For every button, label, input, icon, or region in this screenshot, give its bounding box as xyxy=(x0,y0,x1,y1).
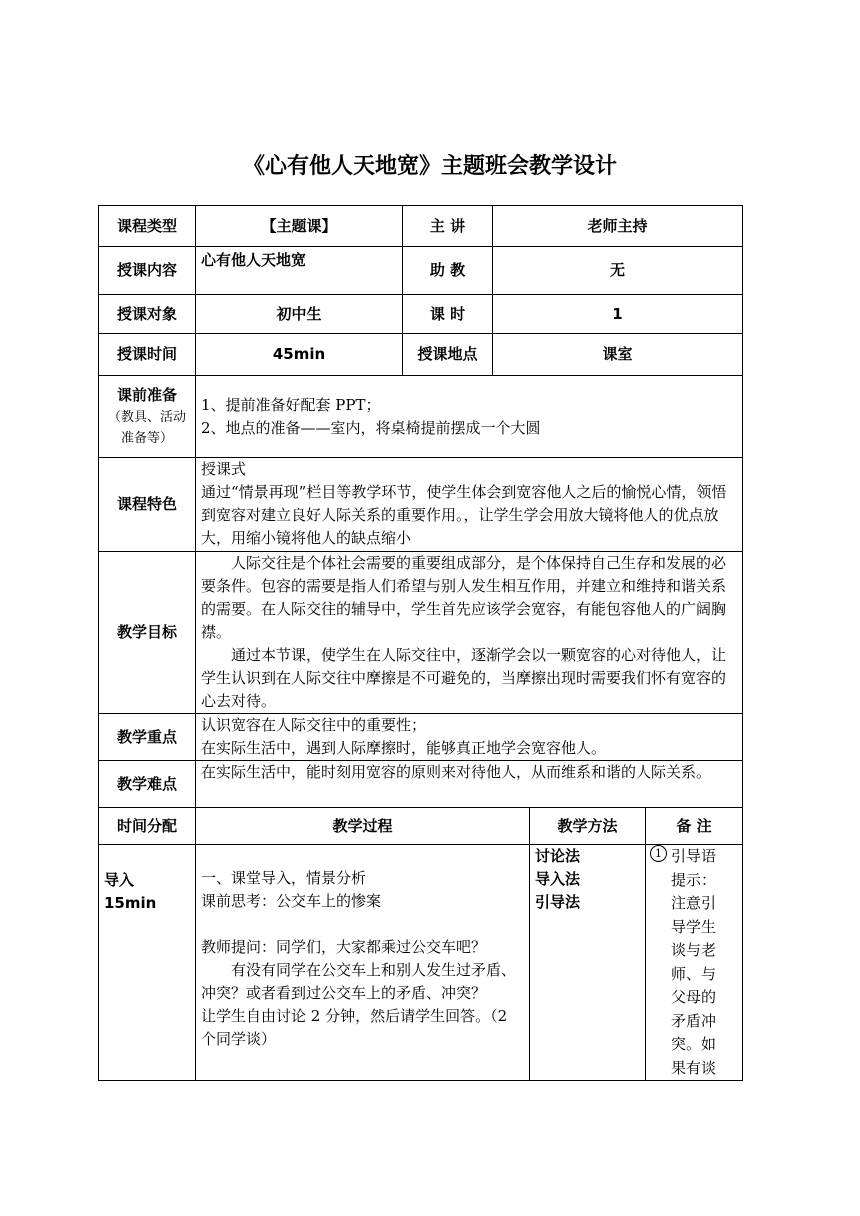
intro-note-cell xyxy=(646,845,743,1081)
process-row-intro xyxy=(99,845,743,1081)
prep-label-cell xyxy=(99,376,196,458)
process-line-3: 教师提问：同学们，大家都乘过公交车吧？ xyxy=(201,938,487,956)
process-header-row xyxy=(99,808,743,845)
goals-paragraph-2: 通过本节课，使学生在人际交往中，逐渐学会以一颗宽容的心对待他人，让学生认识到在人际交往中摩擦是不可避免的，当摩擦出现时需要我们怀有宽容的心去对待。 xyxy=(201,646,727,710)
features-line-1: 授课式 xyxy=(201,460,247,478)
location-label: 授课地点 xyxy=(403,334,493,376)
prep-line-2: 2、地点的准备——室内，将桌椅提前摆成一个大圆 xyxy=(201,418,541,437)
method-1: 讨论法 xyxy=(535,847,581,865)
course-type-label: 课程类型 xyxy=(99,206,196,247)
audience-value: 初中生 xyxy=(196,295,403,334)
periods-label: 课 时 xyxy=(403,295,493,334)
assistant-label: 助 教 xyxy=(403,247,493,295)
header-method: 教学方法 xyxy=(530,808,646,845)
header-process: 教学过程 xyxy=(196,808,530,845)
note-text: 引导语提示：注意引导学生谈与老师、与父母的矛盾冲突。如果有谈 xyxy=(671,847,717,1077)
content-label: 授课内容 xyxy=(99,247,196,295)
header-time: 时间分配 xyxy=(99,808,196,845)
location-value: 课室 xyxy=(493,334,743,376)
time-label: 授课时间 xyxy=(99,334,196,376)
row-course-type xyxy=(99,206,743,247)
time-value: 45min xyxy=(196,334,403,376)
features-content xyxy=(196,458,743,552)
page-title: 《心有他人天地宽》主题班会教学设计 xyxy=(242,154,617,179)
row-prep xyxy=(99,376,743,458)
process-line-5: 让学生自由讨论 2 分钟，然后请学生回答。（2 个同学谈） xyxy=(201,1007,508,1048)
assistant-value: 无 xyxy=(493,247,743,295)
prep-content xyxy=(196,376,743,458)
row-difficulties xyxy=(99,761,743,808)
intro-stage: 导入 xyxy=(104,871,135,889)
periods-value: 1 xyxy=(493,295,743,334)
prep-line-1: 1、提前准备好配套 PPT； xyxy=(201,395,381,414)
process-line-4: 有没有同学在公交车上和别人发生过矛盾、冲突？或者看到过公交车上的矛盾、冲突？ xyxy=(201,961,517,1002)
features-label: 课程特色 xyxy=(99,458,196,552)
key-point-1: 认识宽容在人际交往中的重要性； xyxy=(201,716,427,734)
intro-methods-cell xyxy=(530,845,646,1081)
row-audience xyxy=(99,295,743,334)
method-3: 引导法 xyxy=(535,893,581,911)
intro-duration: 15min xyxy=(104,894,157,912)
goals-content xyxy=(196,552,743,714)
difficulties-text: 在实际生活中，能时刻用宽容的原则来对待他人，从而维系和谐的人际关系。 xyxy=(196,761,743,808)
row-time xyxy=(99,334,743,376)
goals-paragraph-1: 人际交往是个体社会需要的重要组成部分，是个体保持自己生存和发展的必要条件。包容的需要是指人们希望与别人发生相互作用，并建立和维持和谐关系的需要。在人际交往的辅导中，学生首先应该学会宽容，有能包容他人的广阔胸襟。 xyxy=(201,554,727,641)
note-number-badge: 1 xyxy=(650,845,667,862)
row-key-points xyxy=(99,714,743,761)
intro-process-cell xyxy=(196,845,530,1081)
lecturer-label: 主 讲 xyxy=(403,206,493,247)
lecturer-value: 老师主持 xyxy=(493,206,743,247)
prep-sub-label: （教具、活动准备等） xyxy=(107,410,186,446)
course-type-value: 【主题课】 xyxy=(196,206,403,247)
intro-time-cell xyxy=(99,845,196,1081)
goals-label: 教学目标 xyxy=(99,552,196,714)
features-text: 通过“情景再现”栏目等教学环节，使学生体会到宽容他人之后的愉悦心情，领悟到宽容对建立良好人际关系的重要作用。，让学生学会用放大镜将他人的优点放大，用缩小镜将他人的缺点缩小 xyxy=(201,483,727,547)
lesson-plan-table xyxy=(98,205,743,1081)
prep-label: 课前准备 xyxy=(116,386,177,404)
key-points-label: 教学重点 xyxy=(99,714,196,761)
process-line-1: 一、课堂导入，情景分析 xyxy=(201,869,367,887)
method-2: 导入法 xyxy=(535,870,581,888)
row-content xyxy=(99,247,743,295)
header-note: 备 注 xyxy=(646,808,743,845)
row-features xyxy=(99,458,743,552)
difficulties-label: 教学难点 xyxy=(99,761,196,808)
key-points-content xyxy=(196,714,743,761)
content-value: 心有他人天地宽 xyxy=(196,247,403,295)
key-point-2: 在实际生活中，遇到人际摩擦时，能够真正地学会宽容他人。 xyxy=(201,739,607,757)
audience-label: 授课对象 xyxy=(99,295,196,334)
row-goals xyxy=(99,552,743,714)
process-line-2: 课前思考：公交车上的惨案 xyxy=(201,892,382,910)
